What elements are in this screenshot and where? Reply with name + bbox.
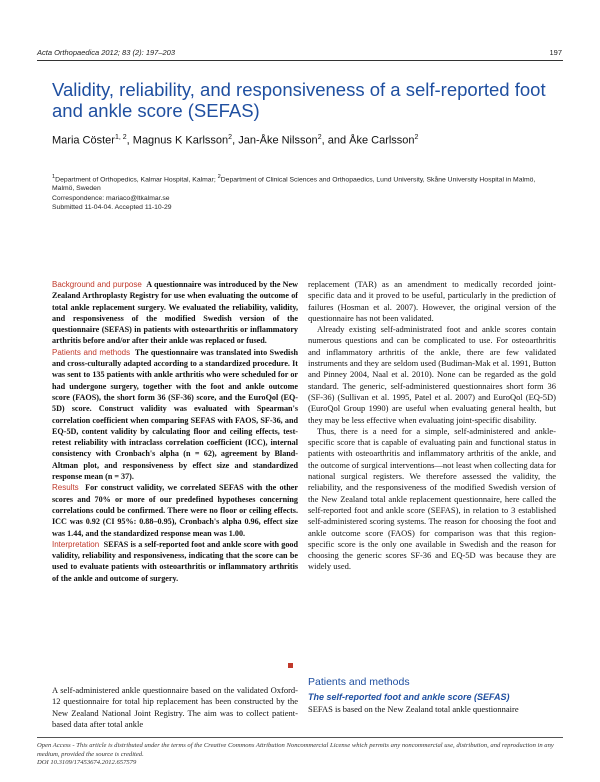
author-affiliation-mark: 2 [317,134,322,141]
author-separator: , [126,134,133,147]
author-separator: , and [321,134,350,147]
abstract-section-head: Interpretation [52,539,100,549]
page-footer [37,742,562,768]
abstract-section-text: For construct validity, we correlated SEFAS with the other scores and 70% or more of our predefined hypotheses concerning correlations could be confirmed. There were no floor or ceiling effects. ICC was 0.92 (CI 95%: 0.88–0.95), Cronbach's alpha 0.96, effect size was 1.44, and the standardized response mean was 1.00. [52,483,298,538]
author-name: Maria Cöster [52,134,115,147]
footer-divider [37,737,563,738]
subsection-heading-sefas: The self-reported foot and ankle score (SEFAS) [308,692,510,702]
abstract-section-head: Results [52,483,79,493]
article-title: Validity, reliability, and responsiveness of a self-reported foot and ankle score (SEFAS) [52,79,546,121]
methods-paragraph: SEFAS is based on the New Zealand total ankle questionnaire [308,704,519,714]
abstract-paragraph [52,482,298,538]
author-list [52,134,418,147]
running-header-citation [37,48,175,57]
section-heading-methods: Patients and methods [308,676,410,688]
introduction-paragraph: A self-administered ankle questionnaire based on the validated Oxford-12 questionnaire for total hip replacement has been constructed by the New Zealand National Joint Registry. The aim was to collect patient-based data after total ankle [52,685,298,729]
open-access-notice: Open Access - This article is distributed under the terms of the Creative Commons Attribution Noncommercial License which permits any noncommercial use, distribution, and reproduction in any medium, provided the source is credited. [37,742,554,758]
author-affiliation-mark: 1, 2 [114,134,127,141]
correspondence: Correspondence: mariaco@ltkalmar.se [52,194,170,202]
body-paragraph: replacement (TAR) as an amendment to medically recorded joint-specific data and it proved to be useful, particularly in the prediction of failures (Hosman et al. 2007). However, the original version of the questionnaire has not been validated. [308,279,556,323]
abstract-section-head: Patients and methods [52,347,131,357]
affiliation-text: Department of Orthopedics, Kalmar Hospital, Kalmar; [55,176,218,184]
author-affiliation-mark: 2 [228,134,233,141]
affiliation-text: Department of Clinical Sciences and Orthopaedics, Lund University, Skåne University Hospital in Malmö, Malmö, Sweden [52,176,536,193]
author-name: Åke Carlsson [349,134,415,147]
abstract-paragraph [52,539,298,584]
abstract [52,279,298,584]
affiliation-line [52,173,557,194]
abstract-section-text: The questionnaire was translated into Swedish and cross-culturally adapted according to a standardized procedure. It was sent to 135 patients with ankle arthritis who were scheduled for or had undergone surgery, together with the foot and ankle outcome score (FAOS), the short form 36 (SF-36) score, and the EuroQol (EQ-5D) score. Construct validity was evaluated with Spearman's correlation coefficient when comparing SEFAS with FAOS, SF-36, and EQ-5D, content validity by calculating floor and ceiling effects, test-retest reliability with intraclass correlation coefficient (ICC), internal consistency with Cronbach's alpha (n = 62), agreement by Bland-Altman plot, and responsiveness by effect size and standardized response mean (n = 37). [52,347,298,482]
abstract-section-text: SEFAS is a self-reported foot and ankle score with good validity, reliability and responsiveness, indicating that the score can be used to evaluate patients with osteoarthritis or inflammatory arthritis of the ankle and outcome of surgery. [52,539,298,583]
abstract-section-text: A questionnaire was introduced by the New Zealand Arthroplasty Registry for use when evaluating the outcome of total ankle replacement surgery. We evaluated the reliability, validity, and responsiveness of the modified Swedish version of the questionnaire (SEFAS) in patients with osteoarthritis or inflammatory arthritis before and/or after their ankle was replaced or fused. [52,280,299,346]
body-right-column [308,279,556,573]
affiliations [52,173,557,212]
abstract-section-head: Background and purpose [52,280,142,289]
abstract-paragraph [52,279,298,347]
submission-dates: Submitted 11-04-04. Accepted 11-10-29 [52,203,172,211]
abstract-paragraph [52,347,298,483]
journal-name: Acta Orthopaedica [37,48,100,57]
author-name: Jan-Åke Nilsson [238,134,318,147]
body-paragraph: Thus, there is a need for a simple, self-administered and ankle-specific score that is capable of evaluating pain and functional status in patients with osteoarthritis and inflammatory arthritis of the ankle, and the outcome of surgical interventions—not least when collecting data for national surgical registers. We therefore assessed the validity, the reliability, and the responsiveness of the modified Swedish version of the New Zealand total ankle replacement questionnaire, here called the self-reported foot and ankle score (SEFAS), in relation to 3 established self-administered scoring systems. The reason for choosing the foot and ankle outcome score (FAOS) for comparison was that this region-specific score is the only one available in Swedish and the reason for choosing the generic scores SF-36 and EQ-5D was because they are widely used. [308,425,556,572]
author-affiliation-mark: 2 [414,134,419,141]
abstract-end-mark [288,663,293,668]
author-separator: , [232,134,239,147]
journal-citation: 2012; 83 (2): 197–203 [99,48,176,57]
page-number: 197 [549,48,562,57]
body-paragraph: Already existing self-administrated foot and ankle scores contain numerous questions and can be complicated to use. For osteoarthritis and inflammatory arthritis of the ankle, there are few validated instruments and they are seldom used (Budiman-Mak et al. 1991, Button and Pinney 2004, Naal et al. 2010). None can be regarded as the gold standard. The generic, self-administered questionnaires short form 36 (SF-36) (Sullivan et al. 1995, Patel et al. 2007) and EuroQol (EQ-5D) (EuroQol Group 1990) are useful when evaluating general health, but they may be less effective when evaluating joint-specific disability. [308,324,556,425]
header-divider [37,60,563,61]
affiliation-mark: 1 [52,174,56,180]
author-name: Magnus K Karlsson [132,134,229,147]
affiliation-mark: 2 [217,174,221,180]
doi: DOI 10.3109/17453674.2012.657579 [37,759,137,767]
